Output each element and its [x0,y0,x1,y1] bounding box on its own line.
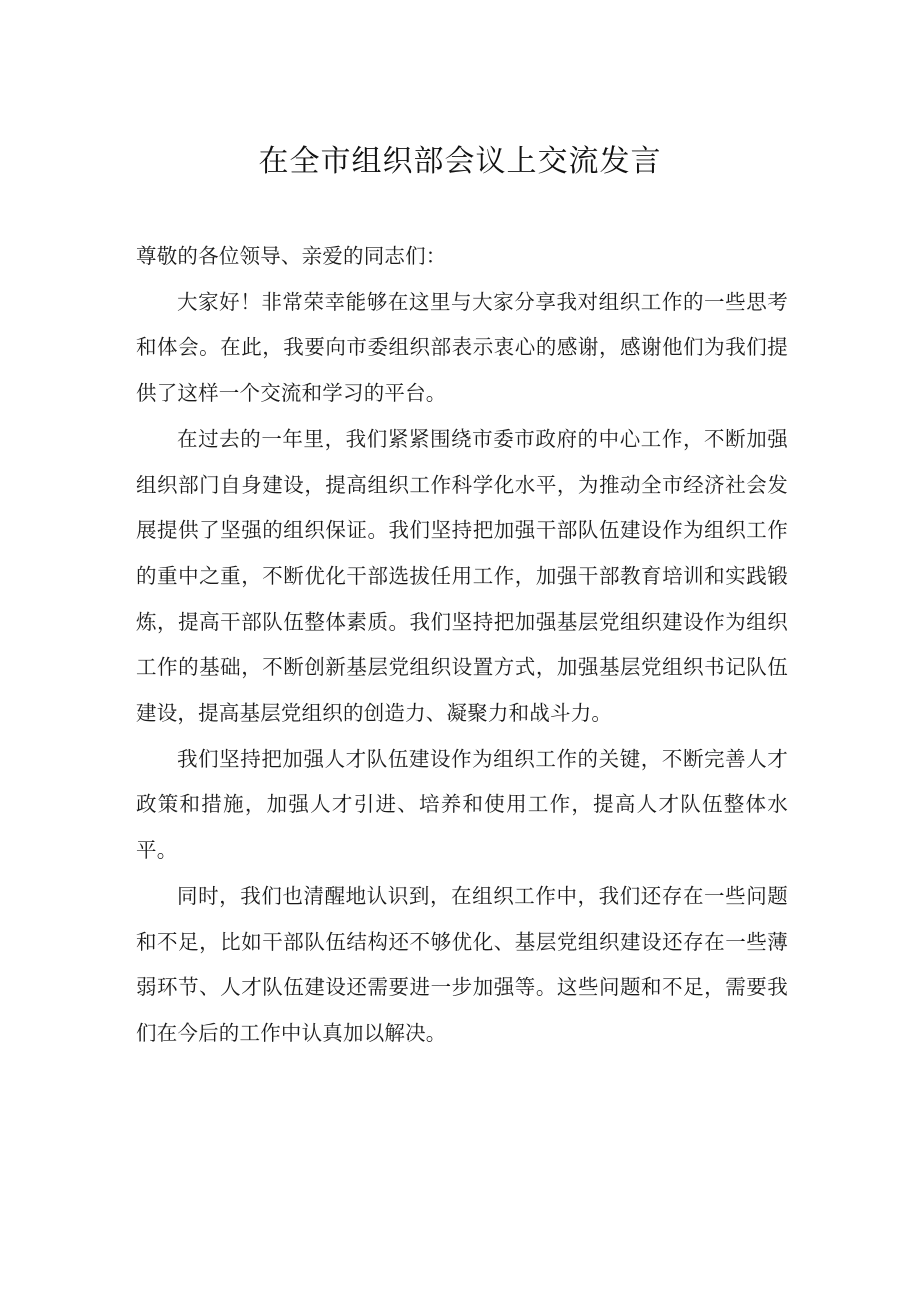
paragraph-problems: 同时，我们也清醒地认识到，在组织工作中，我们还存在一些问题和不足，比如干部队伍结构还不够优化、基层党组织建设还存在一些薄弱环节、人才队伍建设还需要进一步加强等。这些问题和不足，需要我们在今后的工作中认真加以解决。 [136,883,788,1045]
document-body [136,234,788,1057]
document-title: 在全市组织部会议上交流发言 [258,144,662,179]
salutation: 尊敬的各位领导、亲爱的同志们： [136,244,447,268]
paragraph-greeting: 大家好！非常荣幸能够在这里与大家分享我对组织工作的一些思考和体会。在此，我要向市委组织部表示衷心的感谢，感谢他们为我们提供了这样一个交流和学习的平台。 [136,289,788,406]
paragraph-talent: 我们坚持把加强人才队伍建设作为组织工作的关键，不断完善人才政策和措施，加强人才引进、培养和使用工作，提高人才队伍整体水平。 [136,746,788,863]
paragraph-achievements: 在过去的一年里，我们紧紧围绕市委市政府的中心工作，不断加强组织部门自身建设，提高组织工作科学化水平，为推动全市经济社会发展提供了坚强的组织保证。我们坚持把加强干部队伍建设作为组织工作的重中之重，不断优化干部选拔任用工作，加强干部教育培训和实践锻炼，提高干部队伍整体素质。我们坚持把加强基层党组织建设作为组织工作的基础，不断创新基层党组织设置方式，加强基层党组织书记队伍建设，提高基层党组织的创造力、凝聚力和战斗力。 [136,426,788,726]
